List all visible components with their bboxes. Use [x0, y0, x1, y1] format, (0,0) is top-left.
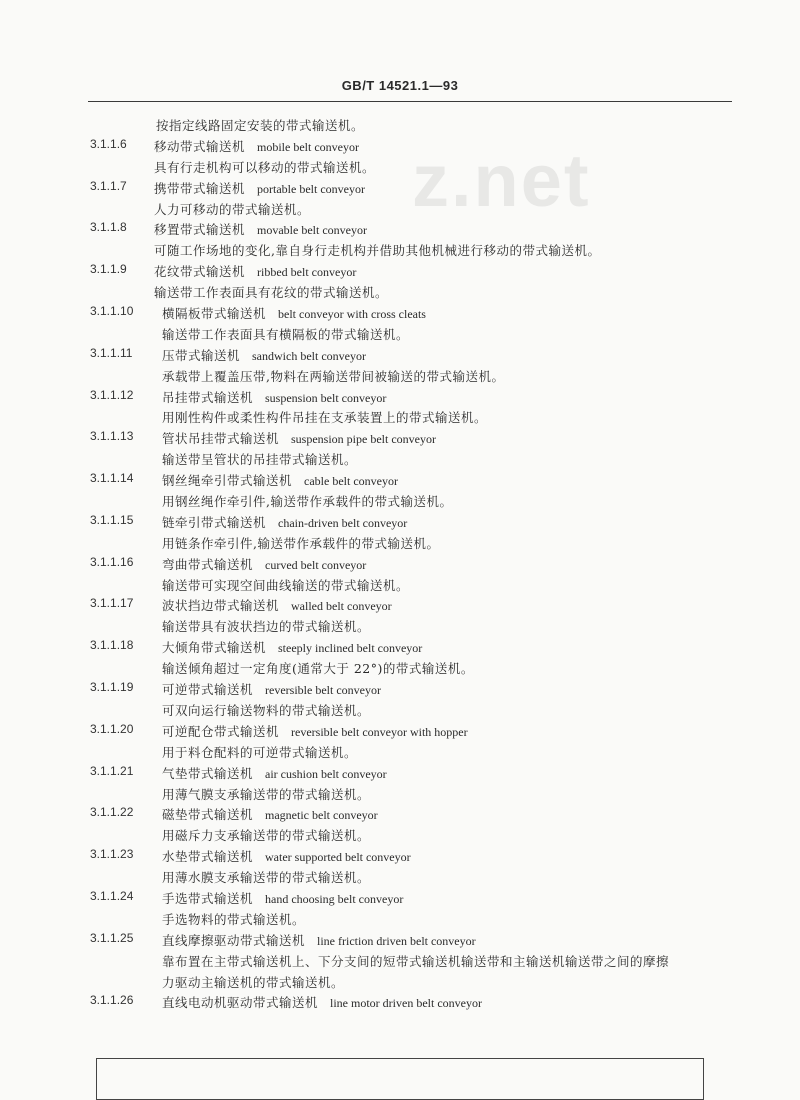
term-number: 3.1.1.14: [90, 471, 134, 486]
term-definition: 人力可移动的带式输送机。: [154, 201, 311, 217]
term-entry: [0, 678, 800, 699]
term-english: chain-driven belt conveyor: [278, 515, 408, 530]
term-definition-line: [0, 657, 800, 678]
term-number: 3.1.1.10: [90, 304, 134, 319]
watermark: z.net: [412, 139, 591, 222]
term-definition-line: [0, 365, 800, 386]
term-title: [162, 889, 403, 907]
term-chinese: 压带式输送机: [162, 347, 241, 363]
header-rule: [88, 101, 732, 102]
term-definition: 用链条作牵引件,输送带作承载件的带式输送机。: [162, 535, 440, 551]
term-definition-line: [0, 908, 800, 929]
term-title: [162, 722, 468, 740]
term-chinese: 花纹带式输送机: [154, 264, 246, 280]
term-number: 3.1.1.23: [90, 847, 134, 862]
term-definition: 可双向运行输送物料的带式输送机。: [162, 702, 371, 718]
term-chinese: 吊挂带式输送机: [162, 389, 254, 405]
term-english: curved belt conveyor: [265, 557, 367, 572]
term-definition: 靠布置在主带式输送机上、下分支间的短带式输送机输送带和主输送机输送带之间的摩擦: [162, 953, 670, 969]
term-english: hand choosing belt conveyor: [265, 891, 404, 906]
term-definition-line: [0, 448, 800, 469]
term-definition-line: [0, 971, 800, 992]
term-number: 3.1.1.12: [90, 387, 134, 402]
term-english: walled belt conveyor: [291, 599, 392, 614]
term-english: steeply inclined belt conveyor: [278, 641, 423, 656]
term-definition-line: [0, 281, 800, 302]
term-entry: [0, 344, 800, 365]
term-number: 3.1.1.25: [90, 930, 134, 945]
term-english: water supported belt conveyor: [265, 850, 411, 865]
term-definition-line: [0, 783, 800, 804]
term-definition-line: [0, 741, 800, 762]
term-number: 3.1.1.20: [90, 721, 134, 736]
term-entry: [0, 469, 800, 490]
term-chinese: 手选带式输送机: [162, 890, 254, 906]
term-entry: [0, 302, 800, 323]
term-number: 3.1.1.6: [90, 136, 127, 151]
term-definition-line: [0, 699, 800, 720]
term-chinese: 直线摩擦驱动带式输送机: [162, 932, 306, 948]
term-definition: 力驱动主输送机的带式输送机。: [162, 974, 345, 990]
term-english: line friction driven belt conveyor: [317, 933, 476, 948]
term-number: 3.1.1.11: [90, 345, 133, 360]
term-title: [162, 471, 398, 489]
term-english: suspension belt conveyor: [265, 390, 387, 405]
term-definition-line: [0, 950, 800, 971]
term-english: mobile belt conveyor: [257, 139, 359, 154]
term-definition: 手选物料的带式输送机。: [162, 911, 306, 927]
term-title: [154, 179, 365, 197]
entry-container: [0, 135, 800, 1012]
term-entry: [0, 803, 800, 824]
term-entry: [0, 511, 800, 532]
term-definition: 输送带具有波状挡边的带式输送机。: [162, 619, 371, 635]
term-chinese: 钢丝绳牵引带式输送机: [162, 473, 293, 489]
term-definition: 输送带可实现空间曲线输送的带式输送机。: [162, 577, 410, 593]
term-title: [154, 220, 367, 238]
term-chinese: 弯曲带式输送机: [162, 556, 254, 572]
term-english: ribbed belt conveyor: [257, 265, 357, 280]
term-chinese: 横隔板带式输送机: [162, 306, 267, 322]
term-number: 3.1.1.16: [90, 554, 134, 569]
term-definition-line: [0, 406, 800, 427]
term-definition-line: [0, 198, 800, 219]
term-list: [0, 114, 800, 1012]
term-english: magnetic belt conveyor: [265, 808, 378, 823]
term-definition: 具有行走机构可以移动的带式输送机。: [154, 159, 376, 175]
term-entry: [0, 991, 800, 1012]
term-title: [162, 847, 411, 865]
term-english: reversible belt conveyor: [265, 683, 381, 698]
term-english: movable belt conveyor: [257, 223, 367, 238]
term-definition-line: [0, 574, 800, 595]
term-title: [162, 805, 378, 823]
term-english: air cushion belt conveyor: [265, 766, 387, 781]
term-definition: 用于料仓配料的可逆带式输送机。: [162, 744, 358, 760]
term-title: [162, 304, 426, 322]
term-entry: [0, 135, 800, 156]
term-definition-line: [0, 323, 800, 344]
term-title: [162, 388, 386, 406]
term-english: portable belt conveyor: [257, 181, 365, 196]
term-title: [162, 764, 387, 782]
term-definition: 用薄气膜支承输送带的带式输送机。: [162, 786, 371, 802]
term-number: 3.1.1.7: [90, 178, 127, 193]
term-definition-line: [0, 866, 800, 887]
term-english: reversible belt conveyor with hopper: [291, 724, 468, 739]
term-chinese: 可逆带式输送机: [162, 682, 254, 698]
term-definition-line: [0, 239, 800, 260]
term-entry: [0, 427, 800, 448]
term-definition-line: [0, 824, 800, 845]
term-number: 3.1.1.17: [90, 596, 134, 611]
term-english: cable belt conveyor: [304, 474, 398, 489]
term-chinese: 磁垫带式输送机: [162, 807, 254, 823]
term-chinese: 移置带式输送机: [154, 222, 246, 238]
term-entry: [0, 218, 800, 239]
intro-line: [0, 114, 800, 135]
term-chinese: 管状吊挂带式输送机: [162, 431, 280, 447]
term-definition: 输送带工作表面具有横隔板的带式输送机。: [162, 326, 410, 342]
term-chinese: 移动带式输送机: [154, 138, 246, 154]
term-title: [162, 931, 476, 949]
term-chinese: 携带带式输送机: [154, 180, 246, 196]
term-chinese: 链牵引带式输送机: [162, 514, 267, 530]
term-definition: 用刚性构件或柔性构件吊挂在支承装置上的带式输送机。: [162, 410, 488, 426]
term-entry: [0, 386, 800, 407]
term-chinese: 水垫带式输送机: [162, 849, 254, 865]
term-title: [162, 680, 381, 698]
term-number: 3.1.1.21: [90, 763, 134, 778]
intro-description: 按指定线路固定安装的带式输送机。: [156, 118, 365, 133]
term-entry: [0, 929, 800, 950]
term-definition-line: [0, 615, 800, 636]
term-title: [162, 638, 422, 656]
term-chinese: 可逆配仓带式输送机: [162, 723, 280, 739]
term-number: 3.1.1.22: [90, 805, 134, 820]
term-number: 3.1.1.18: [90, 638, 134, 653]
term-number: 3.1.1.13: [90, 429, 134, 444]
term-entry: [0, 845, 800, 866]
term-english: sandwich belt conveyor: [252, 348, 366, 363]
term-title: [162, 346, 366, 364]
footer-box: [96, 1058, 704, 1100]
term-title: [154, 262, 356, 280]
term-title: [162, 429, 436, 447]
term-title: [162, 555, 366, 573]
term-entry: [0, 720, 800, 741]
term-title: [162, 513, 407, 531]
term-definition-line: [0, 532, 800, 553]
term-definition: 输送带呈管状的吊挂带式输送机。: [162, 452, 358, 468]
term-chinese: 气垫带式输送机: [162, 765, 254, 781]
term-number: 3.1.1.15: [90, 512, 134, 527]
term-definition: 用磁斥力支承输送带的带式输送机。: [162, 828, 371, 844]
term-chinese: 波状挡边带式输送机: [162, 598, 280, 614]
term-entry: [0, 594, 800, 615]
term-entry: [0, 636, 800, 657]
page-header: GB/T 14521.1—93: [341, 78, 459, 93]
term-definition: 输送倾角超过一定角度(通常大于 22°)的带式输送机。: [162, 661, 474, 677]
term-definition: 用薄水膜支承输送带的带式输送机。: [162, 870, 371, 886]
term-definition-line: [0, 156, 800, 177]
term-number: 3.1.1.24: [90, 888, 134, 903]
term-number: 3.1.1.26: [90, 993, 134, 1008]
term-chinese: 直线电动机驱动带式输送机: [162, 995, 319, 1011]
term-definition: 可随工作场地的变化,靠自身行走机构并借助其他机械进行移动的带式输送机。: [154, 243, 601, 259]
term-entry: [0, 887, 800, 908]
term-entry: [0, 177, 800, 198]
term-definition-line: [0, 490, 800, 511]
term-definition: 承载带上覆盖压带,物料在两输送带间被输送的带式输送机。: [162, 368, 505, 384]
term-definition: 用钢丝绳作牵引件,输送带作承载件的带式输送机。: [162, 494, 453, 510]
term-number: 3.1.1.19: [90, 680, 134, 695]
term-title: [162, 993, 482, 1011]
term-chinese: 大倾角带式输送机: [162, 640, 267, 656]
term-entry: [0, 260, 800, 281]
term-number: 3.1.1.9: [90, 262, 127, 277]
term-title: [154, 137, 359, 155]
term-definition: 输送带工作表面具有花纹的带式输送机。: [154, 285, 389, 301]
term-english: line motor driven belt conveyor: [330, 996, 482, 1011]
term-english: belt conveyor with cross cleats: [278, 307, 426, 322]
term-entry: [0, 762, 800, 783]
term-entry: [0, 553, 800, 574]
term-english: suspension pipe belt conveyor: [291, 432, 436, 447]
term-title: [162, 596, 392, 614]
term-number: 3.1.1.8: [90, 220, 127, 235]
